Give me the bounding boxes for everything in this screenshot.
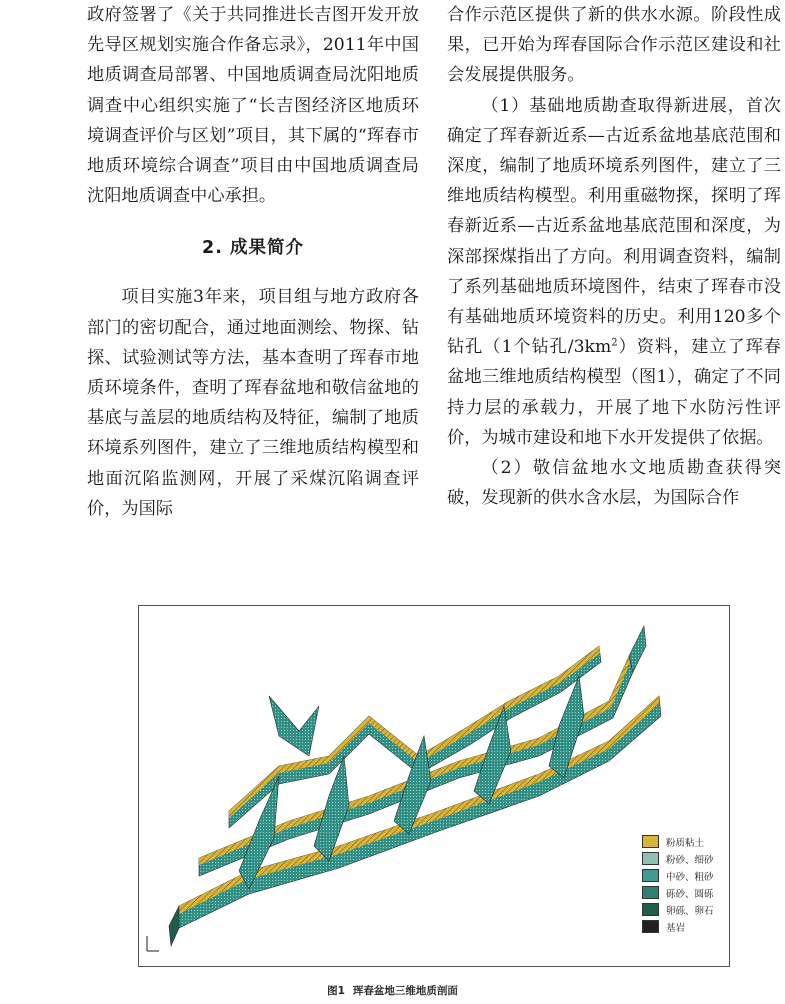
legend-swatch <box>642 869 659 882</box>
legend <box>642 833 728 935</box>
superscript: 2 <box>611 337 618 349</box>
legend-label: 粉质粘土 <box>666 837 705 849</box>
section-heading: 2. 成果简介 <box>202 238 304 259</box>
caption-text: 珲春盆地三维地质剖面 <box>352 985 458 997</box>
figure-caption <box>0 983 785 998</box>
right-paragraph-3: （2）敬信盆地水文地质勘查获得突破，发现新的供水含水层，为国际合作 <box>447 458 781 509</box>
legend-swatch <box>642 852 659 865</box>
legend-label: 砾砂、圆砾 <box>666 888 714 900</box>
legend-label: 中砂、粗砂 <box>666 871 714 883</box>
right-paragraph-2 <box>447 91 781 453</box>
caption-number: 图1 <box>327 985 345 997</box>
legend-swatch <box>642 903 659 916</box>
fence-panels <box>169 626 661 946</box>
legend-item <box>642 850 728 867</box>
legend-label: 卵砾、卵石 <box>666 905 714 917</box>
figure-3d-section <box>138 605 730 967</box>
right-paragraph-2-text-b: ）资料，建立了珲春盆地三维地质结构模型（图1），确定了不同持力层的承载力，开展了地下水防污性评价，为城市建设和地下水开发提供了依据。 <box>447 337 781 448</box>
geology-3d-render <box>139 606 729 966</box>
left-paragraph-2: 项目实施3年来，项目组与地方政府各部门的密切配合，通过地面测绘、物探、钻探、试验测试等方法，基本查明了珲春市地质环境条件，查明了珲春盆地和敬信盆地的基底与盖层的地质结构及特征，编制了地质环境系列图件，建立了三维地质结构模型和地面沉陷监测网，开展了采煤沉陷调查评价，为国际 <box>87 287 419 519</box>
right-paragraph-2-text-a: （1）基础地质勘查取得新进展，首次确定了珲春新近系—古近系盆地基底范围和深度，编制了地质环境系列图件，建立了三维地质结构模型。利用重磁物探，探明了珲春新近系—古近系盆地基底范围和深度，为深部探煤指出了方向。利用调查资料，编制了系列基础地质环境图件，结束了珲春市没有基础地质环境资料的历史。利用120多个钻孔（1个钻孔/3km <box>447 95 781 358</box>
legend-swatch <box>642 886 659 899</box>
legend-swatch <box>642 835 659 848</box>
legend-item <box>642 884 728 901</box>
legend-item <box>642 867 728 884</box>
left-column <box>87 0 419 524</box>
legend-label: 基岩 <box>666 922 686 934</box>
legend-item <box>642 833 728 850</box>
left-paragraph-1: 政府签署了《关于共同推进长吉图开发开放先导区规划实施合作备忘录》，2011年中国地质调查局部署、中国地质调查局沈阳地质调查中心组织实施了“长吉图经济区地质环境调查评价与区划”项目，其下属的“珲春市地质环境综合调查”项目由中国地质调查局沈阳地质调查中心承担。 <box>87 5 419 207</box>
legend-item <box>642 901 728 918</box>
right-paragraph-1: 合作示范区提供了新的供水水源。阶段性成果，已开始为珲春国际合作示范区建设和社会发展提供服务。 <box>447 5 781 86</box>
axis-indicator <box>147 936 159 951</box>
legend-label: 粉砂、细砂 <box>666 854 714 866</box>
legend-swatch <box>642 920 659 933</box>
legend-item <box>642 918 728 935</box>
right-column <box>447 0 781 513</box>
